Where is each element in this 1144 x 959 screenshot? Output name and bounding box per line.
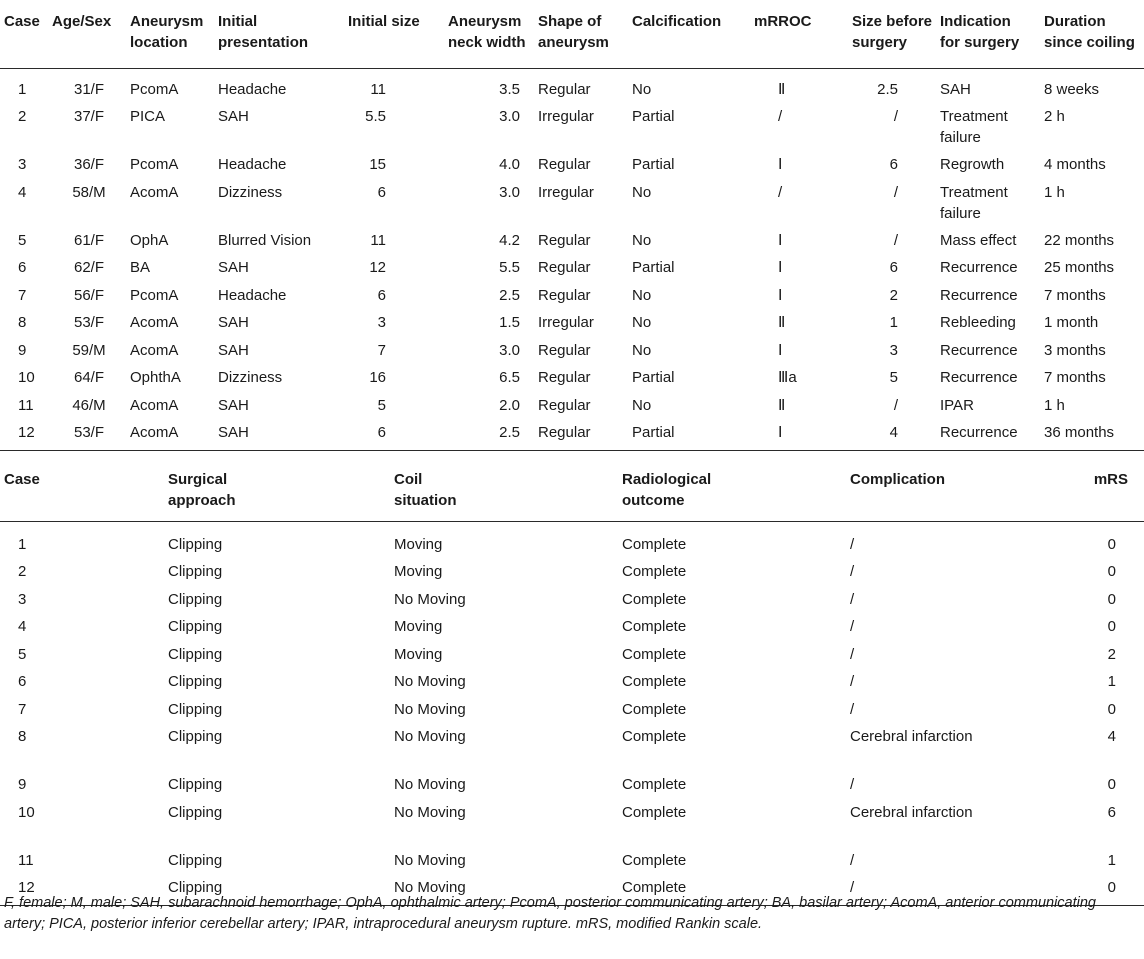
table2-header-case-line: Case (4, 471, 40, 488)
table1-cell-size-before-surgery: 5 (889, 369, 898, 386)
table2-cell-case: 9 (18, 776, 27, 793)
table1-header-size-before-surgery (842, 0, 940, 68)
table1-cell-aneurysm-location: AcomA (130, 422, 218, 450)
table1-cell-age-sex: 56/F (73, 286, 104, 304)
table2-cell-radiological-outcome: Complete (622, 803, 687, 821)
table1-cell-age-sex: 36/F (73, 156, 104, 173)
table2-cell-surgical-approach: Clipping (168, 851, 223, 869)
table2-cell-mrs: 1 (1107, 851, 1116, 869)
table2-cell-case: 5 (18, 645, 27, 663)
table1-cell-neck-width: 2.0 (499, 396, 520, 414)
table-row (0, 616, 1144, 644)
table1-header-shape-line: aneurysm (538, 34, 609, 51)
table2-header (0, 457, 1144, 521)
table1-cell-calcification: No (632, 183, 652, 201)
table1-cell-shape: Irregular (538, 314, 594, 331)
table1-cell-mrroc: Ⅰ (778, 231, 783, 249)
table2-cell-coil-situation: Moving (394, 535, 443, 553)
table1-cell-mrroc: Ⅱ (778, 314, 786, 331)
table2-cell-radiological-outcome: Complete (622, 535, 687, 553)
table1-cell-indication: Recurrence (940, 369, 1018, 386)
table2-cell-complication: / (850, 776, 855, 793)
table2-cell-case: 2 (18, 563, 27, 580)
table2-cell-surgical-approach: Clipping (168, 776, 223, 793)
table1-cell-aneurysm-location: PcomA (130, 286, 179, 304)
table1-cell-age-sex: 53/F (48, 422, 130, 450)
table2-cell-complication: / (850, 673, 855, 690)
table1-cell-case: 2 (18, 108, 27, 125)
table1-cell-size-before-surgery: 2 (889, 286, 898, 304)
table2-cell-mrs: 4 (1107, 728, 1116, 745)
table1-cell-indication: Treatment failure (940, 108, 1008, 146)
table1-cell-initial-presentation: Dizziness (218, 369, 283, 386)
table1-cell-calcification: No (632, 341, 652, 359)
table2-cell-surgical-approach: Clipping (168, 728, 223, 745)
table1-cell-case: 8 (18, 314, 27, 331)
table1-cell-indication: Recurrence (940, 286, 1018, 304)
table-row (0, 340, 1144, 368)
table1-cell-initial-presentation: SAH (218, 314, 249, 331)
table1-header-aneurysm-location (130, 0, 218, 68)
table1-cell-age-sex: 53/F (73, 314, 104, 331)
table1-cell-age-sex: 62/F (73, 259, 104, 276)
table-row (0, 699, 1144, 727)
table-row (0, 774, 1144, 802)
table1-header-indication-line: Indication (940, 13, 1011, 30)
table1-header-size-before-surgery-line: Size before (852, 13, 933, 30)
table1-cell-size-before-surgery: 4 (842, 422, 940, 450)
table1-cell-age-sex: 64/F (73, 369, 104, 386)
table1-cell-initial-size: 5.5 (365, 108, 386, 125)
table2-cell-case: 3 (18, 590, 27, 608)
table-row (0, 850, 1144, 878)
table1-cell-age-sex: 58/M (72, 183, 106, 201)
table1-cell-aneurysm-location: AcomA (130, 396, 179, 414)
table1-cell-aneurysm-location: OphA (130, 231, 169, 249)
table1-cell-duration-since-coiling: 1 month (1044, 314, 1099, 331)
table1-cell-neck-width: 3.0 (499, 108, 520, 125)
table2-cell-surgical-approach: Clipping (168, 618, 223, 635)
table1-cell-mrroc: Ⅰ (778, 156, 783, 173)
table1-cell-duration-since-coiling: 25 months (1044, 259, 1115, 276)
table1-cell-initial-presentation: Dizziness (218, 183, 283, 201)
table1-cell-shape: Regular (538, 341, 591, 359)
table2-cell-radiological-outcome: Complete (622, 700, 687, 718)
table2-cell-surgical-approach: Clipping (168, 700, 223, 718)
table1-header (0, 0, 1144, 68)
table1-cell-mrroc: / (778, 108, 783, 125)
table1-header-calcification (632, 0, 754, 68)
table-row (0, 561, 1144, 589)
table1-cell-aneurysm-location: AcomA (130, 183, 179, 201)
table1-cell-initial-size: 6 (377, 286, 386, 304)
table1-cell-neck-width: 4.0 (499, 156, 520, 173)
table1-cell-indication: SAH (940, 80, 971, 98)
table1-header-aneurysm-location-line: Aneurysm (130, 13, 204, 30)
table1-cell-indication: Treatment failure (940, 183, 1008, 222)
table2-cell-mrs: 0 (1107, 535, 1116, 553)
table1-cell-calcification: No (632, 80, 652, 98)
table2-cell-case: 11 (18, 851, 34, 869)
table2-cell-coil-situation: Moving (394, 563, 443, 580)
table1-cell-neck-width: 4.2 (499, 231, 520, 249)
table1-cell-size-before-surgery: / (893, 183, 898, 201)
table2-header-complication-line: Complication (850, 471, 946, 488)
table2-cell-case: 10 (18, 803, 35, 821)
table1-cell-shape: Regular (538, 80, 591, 98)
table1-cell-duration-since-coiling: 1 h (1044, 183, 1065, 201)
table2-cell-coil-situation: Moving (394, 618, 443, 635)
table2-cell-coil-situation: Moving (394, 645, 443, 663)
patient-characteristics-table (0, 0, 1144, 451)
table2-cell-radiological-outcome: Complete (622, 728, 687, 745)
table1-cell-neck-width: 1.5 (499, 314, 520, 331)
table1-cell-case: 6 (18, 259, 27, 276)
table1-cell-mrroc: Ⅲa (778, 369, 797, 386)
table2-cell-radiological-outcome: Complete (622, 776, 687, 793)
table1-header-initial-presentation (218, 0, 334, 68)
table2-cell-mrs: 0 (1010, 877, 1144, 905)
table1-cell-initial-size: 5 (377, 396, 386, 414)
table-row (0, 257, 1144, 285)
table1-header-age-sex (48, 0, 130, 68)
table1-cell-mrroc: Ⅰ (778, 286, 783, 304)
table1-cell-duration-since-coiling: 36 months (1044, 422, 1144, 450)
table1-cell-neck-width: 3.5 (499, 80, 520, 98)
table1-cell-aneurysm-location: AcomA (130, 314, 179, 331)
table1-cell-initial-size: 7 (377, 341, 386, 359)
table2-cell-radiological-outcome: Complete (622, 590, 687, 608)
table1-cell-neck-width: 3.0 (499, 341, 520, 359)
table2-cell-coil-situation: No Moving (394, 590, 466, 608)
table1-cell-duration-since-coiling: 2 h (1044, 108, 1065, 125)
table1-cell-indication: Rebleeding (940, 314, 1016, 331)
table1-cell-shape: Irregular (538, 108, 594, 125)
table1-cell-initial-presentation: SAH (218, 259, 249, 276)
table1-cell-initial-presentation: Headache (218, 80, 287, 98)
table2-cell-complication: / (850, 645, 855, 663)
table1-header-shape-line: Shape of (538, 13, 602, 30)
table2-cell-surgical-approach: Clipping (168, 535, 223, 553)
table-row (0, 802, 1144, 850)
table2-cell-mrs: 0 (1107, 590, 1116, 608)
table1-cell-calcification: No (632, 396, 652, 414)
table1-cell-calcification: No (632, 231, 652, 249)
table1-cell-shape: Regular (538, 286, 591, 304)
table2-cell-coil-situation: No Moving (394, 877, 622, 905)
table1-cell-initial-presentation: Headache (218, 286, 287, 304)
table1-cell-shape: Regular (538, 369, 591, 386)
table2-cell-radiological-outcome: Complete (622, 851, 687, 869)
table1-cell-initial-size: 16 (369, 369, 386, 386)
table1-cell-case: 7 (18, 286, 27, 304)
table1-cell-size-before-surgery: 6 (889, 259, 898, 276)
table2-cell-complication: Cerebral infarction (850, 803, 973, 821)
table-row (0, 312, 1144, 340)
table1-header-neck-width-line: neck width (448, 34, 526, 51)
table1-cell-indication: Recurrence (940, 259, 1018, 276)
table1-cell-calcification: Partial (632, 369, 675, 386)
table1-cell-mrroc: Ⅰ (754, 422, 842, 450)
table2-cell-case: 12 (0, 877, 168, 905)
table1-cell-indication: Recurrence (940, 341, 1018, 359)
table2-cell-case: 6 (18, 673, 27, 690)
table1-cell-age-sex: 59/M (72, 341, 106, 359)
table-row (0, 395, 1144, 423)
table-row (0, 589, 1144, 617)
table2-header-case (0, 457, 168, 521)
table2-cell-complication: / (850, 700, 855, 718)
table2-cell-radiological-outcome: Complete (622, 673, 687, 690)
table1-cell-indication: Regrowth (940, 156, 1005, 173)
table1-header-age-sex-line: Age/Sex (52, 13, 112, 30)
table1-header-case (0, 0, 48, 68)
table1-cell-calcification: Partial (632, 259, 675, 276)
table-row (0, 154, 1144, 182)
table2-header-surgical-approach-line: Surgical (168, 471, 228, 488)
table1-cell-indication: IPAR (940, 396, 974, 414)
table2-cell-mrs: 0 (1107, 700, 1116, 718)
table-row (0, 285, 1144, 313)
table1-cell-shape: Irregular (538, 183, 594, 201)
table2-cell-mrs: 0 (1107, 776, 1116, 793)
table1-cell-aneurysm-location: BA (130, 259, 151, 276)
table1-header-initial-presentation-line: Initial (218, 13, 258, 30)
table1-header-duration-since-coiling-line: Duration (1044, 13, 1106, 30)
table1-cell-neck-width: 5.5 (499, 259, 520, 276)
table-row (0, 79, 1144, 107)
table1-cell-calcification: Partial (632, 156, 675, 173)
table2-header-complication (850, 457, 1010, 521)
table1-cell-duration-since-coiling: 7 months (1044, 286, 1106, 304)
table1-cell-initial-size: 15 (369, 156, 386, 173)
table-row (0, 182, 1144, 230)
table1-cell-shape: Regular (538, 259, 591, 276)
table1-cell-age-sex: 37/F (73, 108, 104, 125)
table2-header-surgical-approach (168, 457, 394, 521)
table-footnote: F, female; M, male; SAH, subarachnoid hemorrhage; OphA, ophthalmic artery; PcomA, posterior communicating artery; BA, basilar artery; AcomA, anterior communicating artery; PICA, posterior inferior cerebellar artery; IPAR, intraprocedural aneurysm rupture. mRS, modified Rankin scale. (4, 895, 1096, 932)
table1-cell-aneurysm-location: OphthA (130, 369, 181, 386)
table1-cell-initial-size: 6 (334, 422, 428, 450)
table1-cell-initial-size: 11 (370, 80, 386, 98)
table1-cell-initial-size: 11 (370, 231, 386, 249)
table1-cell-mrroc: Ⅱ (778, 80, 786, 98)
table2-header-coil-situation-line: Coil (394, 471, 423, 488)
table2-cell-coil-situation: No Moving (394, 776, 466, 793)
table2-header-radiological-outcome (622, 457, 850, 521)
table2-cell-coil-situation: No Moving (394, 673, 466, 690)
table1-cell-duration-since-coiling: 3 months (1044, 341, 1106, 359)
table1-header-neck-width-line: Aneurysm (448, 13, 522, 30)
table2-cell-case: 7 (18, 700, 27, 718)
table2-cell-coil-situation: No Moving (394, 700, 466, 718)
table2-cell-case: 1 (18, 535, 27, 553)
table1-cell-aneurysm-location: PcomA (130, 80, 179, 98)
table1-cell-initial-size: 12 (369, 259, 386, 276)
table1-cell-duration-since-coiling: 22 months (1044, 231, 1115, 249)
table1-cell-mrroc: Ⅰ (778, 341, 783, 359)
table1-cell-mrroc: Ⅰ (778, 259, 783, 276)
table1-header-initial-size-line: Initial size (348, 13, 420, 30)
table1-cell-case: 11 (18, 396, 34, 414)
table1-cell-indication: Recurrence (940, 422, 1044, 450)
table1-cell-initial-presentation: SAH (218, 108, 249, 125)
table2-cell-mrs: 0 (1107, 563, 1116, 580)
table1-header-neck-width (428, 0, 528, 68)
table2-cell-radiological-outcome: Complete (622, 877, 850, 905)
table1-cell-size-before-surgery: 3 (889, 341, 898, 359)
table2-header-radiological-outcome-line: outcome (622, 492, 685, 509)
table2-cell-mrs: 0 (1107, 618, 1116, 635)
table-row (0, 230, 1144, 258)
table1-header-indication-line: for surgery (940, 34, 1020, 51)
table2-cell-mrs: 2 (1107, 645, 1116, 663)
table2-cell-complication: / (850, 618, 855, 635)
table1-cell-size-before-surgery: / (893, 396, 898, 414)
table1-cell-indication: Mass effect (940, 231, 1017, 249)
table1-cell-size-before-surgery: 1 (889, 314, 898, 331)
table2-header-coil-situation-line: situation (394, 492, 457, 509)
table2-cell-complication: / (850, 877, 1010, 905)
table2-cell-surgical-approach: Clipping (168, 803, 223, 821)
table1-cell-shape: Regular (538, 396, 591, 414)
table1-cell-case: 4 (18, 183, 27, 201)
table1-cell-initial-presentation: Headache (218, 156, 287, 173)
table1-cell-calcification: No (632, 286, 652, 304)
table1-cell-duration-since-coiling: 8 weeks (1044, 80, 1100, 98)
table1-header-duration-since-coiling-line: since coiling (1044, 34, 1135, 51)
table-row (0, 644, 1144, 672)
table1-cell-shape: Regular (528, 422, 632, 450)
table-row (0, 367, 1144, 395)
surgical-outcome-table (0, 457, 1144, 906)
table2-cell-mrs: 1 (1107, 673, 1116, 690)
table1-header-mrroc (754, 0, 842, 68)
table2-cell-radiological-outcome: Complete (622, 563, 687, 580)
table2-header-mrs (1010, 457, 1144, 521)
table2-cell-coil-situation: No Moving (394, 803, 466, 821)
table2-cell-surgical-approach: Clipping (168, 590, 223, 608)
table1-cell-initial-presentation: SAH (218, 341, 249, 359)
table1-header-mrroc-line: mRROC (754, 13, 812, 30)
table2-header-mrs-line: mRS (1093, 471, 1128, 488)
table1-cell-age-sex: 46/M (72, 396, 106, 414)
table1-cell-aneurysm-location: AcomA (130, 341, 179, 359)
table2-cell-surgical-approach: Clipping (168, 563, 223, 580)
table2-cell-case: 8 (18, 728, 27, 745)
table1-header-initial-size (334, 0, 428, 68)
table2-cell-surgical-approach: Clipping (168, 645, 223, 663)
table2-cell-complication: / (850, 851, 855, 869)
table1-cell-case: 3 (18, 156, 27, 173)
table1-cell-case: 12 (0, 422, 48, 450)
table1-cell-duration-since-coiling: 7 months (1044, 369, 1106, 386)
table1-cell-size-before-surgery: 6 (889, 156, 898, 173)
table2-cell-mrs: 6 (1107, 803, 1116, 821)
table2-cell-complication: / (850, 563, 855, 580)
table1-cell-aneurysm-location: PICA (130, 108, 166, 125)
table1-cell-mrroc: / (778, 183, 783, 201)
table2-cell-complication: / (850, 590, 855, 608)
table1-header-aneurysm-location-line: location (130, 34, 188, 51)
table1-cell-calcification: Partial (632, 422, 754, 450)
table1-cell-case: 9 (18, 341, 27, 359)
table1-header-shape (528, 0, 632, 68)
table-row (0, 106, 1144, 154)
table1-cell-duration-since-coiling: 1 h (1044, 396, 1065, 414)
table1-cell-initial-presentation: SAH (218, 396, 249, 414)
table-row (0, 671, 1144, 699)
table2-header-coil-situation (394, 457, 622, 521)
table1-header-calcification-line: Calcification (632, 13, 722, 30)
table1-cell-neck-width: 2.5 (499, 286, 520, 304)
table1-cell-duration-since-coiling: 4 months (1044, 156, 1106, 173)
table2-header-surgical-approach-line: approach (168, 492, 236, 509)
table1-cell-initial-size: 3 (377, 314, 386, 331)
table1-cell-neck-width: 2.5 (428, 422, 528, 450)
table2-cell-radiological-outcome: Complete (622, 618, 687, 635)
table1-cell-shape: Regular (538, 231, 591, 249)
table1-cell-case: 10 (18, 369, 35, 386)
table2-cell-surgical-approach: Clipping (168, 877, 394, 905)
table2-body (0, 521, 1144, 905)
table-row (0, 534, 1144, 562)
table1-cell-age-sex: 61/F (73, 231, 104, 249)
table1-cell-shape: Regular (538, 156, 591, 173)
table1-cell-initial-presentation: SAH (218, 422, 334, 450)
table1-cell-case: 5 (18, 231, 27, 249)
table2-cell-case: 4 (18, 618, 27, 635)
table1-cell-size-before-surgery: 2.5 (877, 80, 898, 98)
table2-cell-complication: / (850, 535, 855, 553)
table-row (0, 726, 1144, 774)
table1-header-indication (940, 0, 1044, 68)
table1-cell-age-sex: 31/F (73, 80, 104, 98)
table1-cell-calcification: No (632, 314, 652, 331)
table1-cell-initial-size: 6 (377, 183, 386, 201)
table1-cell-calcification: Partial (632, 108, 675, 125)
table-row (0, 422, 1144, 450)
table2-cell-surgical-approach: Clipping (168, 673, 223, 690)
table1-header-initial-presentation-line: presentation (218, 34, 309, 51)
table2-cell-complication: Cerebral infarction (850, 728, 973, 745)
table2-cell-radiological-outcome: Complete (622, 645, 687, 663)
table1-body (0, 68, 1144, 450)
table1-cell-size-before-surgery: / (893, 231, 898, 249)
table2-header-radiological-outcome-line: Radiological (622, 471, 712, 488)
table1-header-duration-since-coiling (1044, 0, 1144, 68)
table1-cell-case: 1 (18, 80, 27, 98)
table1-cell-mrroc: Ⅱ (778, 396, 786, 414)
table1-cell-aneurysm-location: PcomA (130, 156, 179, 173)
table2-cell-coil-situation: No Moving (394, 851, 466, 869)
table1-cell-size-before-surgery: / (893, 108, 898, 125)
table1-cell-neck-width: 3.0 (499, 183, 520, 201)
table1-header-size-before-surgery-line: surgery (852, 34, 908, 51)
table2-cell-coil-situation: No Moving (394, 728, 466, 745)
table1-header-case-line: Case (4, 13, 40, 30)
table1-cell-initial-presentation: Blurred Vision (218, 231, 312, 249)
table1-cell-neck-width: 6.5 (499, 369, 520, 386)
